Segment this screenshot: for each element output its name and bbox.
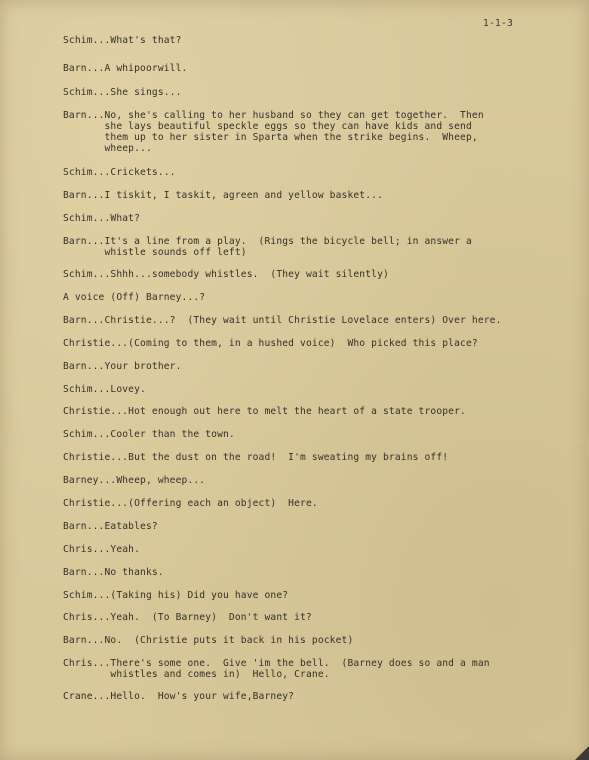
script-line: Crane...Hello. How's your wife,Barney?	[63, 691, 295, 702]
script-line: wheep...	[63, 143, 152, 154]
script-line: whistle sounds off left)	[63, 247, 247, 258]
script-line: Christie...Hot enough out here to melt the heart of a state trooper.	[63, 406, 466, 417]
script-line: Barn...A whipoorwill.	[63, 63, 188, 74]
page-number: 1-1-3	[483, 18, 514, 29]
script-line: Barn...Eatables?	[63, 521, 158, 532]
script-line: Barn...It's a line from a play. (Rings the bicycle bell; in answer a	[63, 236, 472, 247]
script-line: Schim...Crickets...	[63, 167, 176, 178]
script-line: Chris...Yeah. (To Barney) Don't want it?	[63, 612, 312, 623]
script-line: Schim...What's that?	[63, 35, 182, 46]
script-line: she lays beautiful speckle eggs so they can have kids and send	[63, 121, 472, 132]
script-line: Barn...No. (Christie puts it back in his pocket)	[63, 635, 354, 646]
script-line: Barney...Wheep, wheep...	[63, 475, 206, 486]
script-line: Barn...I tiskit, I taskit, agreen and yellow basket...	[63, 190, 383, 201]
script-line: Barn...Your brother.	[63, 361, 182, 372]
script-line: Schim...Shhh...somebody whistles. (They wait silently)	[63, 269, 389, 280]
script-line: Schim...Lovey.	[63, 384, 146, 395]
script-line: Chris...Yeah.	[63, 544, 141, 555]
script-line: Barn...Christie...? (They wait until Christie Lovelace enters) Over here.	[63, 315, 502, 326]
script-line: whistles and comes in) Hello, Crane.	[63, 669, 330, 680]
script-line: them up to her sister in Sparta when the strike begins. Wheep,	[63, 132, 478, 143]
script-line: Christie...(Offering each an object) Here.	[63, 498, 318, 509]
script-line: Christie...But the dust on the road! I'm sweating my brains off!	[63, 452, 449, 463]
script-line: Schim...She sings...	[63, 87, 182, 98]
script-line: Schim...(Taking his) Did you have one?	[63, 590, 289, 601]
script-line: Schim...What?	[63, 213, 141, 224]
script-line: Chris...There's some one. Give 'im the bell. (Barney does so and a man	[63, 658, 490, 669]
script-line: Barn...No thanks.	[63, 567, 164, 578]
script-line: Christie...(Coming to them, in a hushed voice) Who picked this place?	[63, 338, 478, 349]
paper-edge-tear	[579, 436, 589, 458]
paper-corner-fold	[575, 746, 589, 760]
script-body	[63, 36, 573, 736]
script-line: Barn...No, she's calling to her husband so they can get together. Then	[63, 110, 484, 121]
script-line: A voice (Off) Barney...?	[63, 292, 206, 303]
script-line: Schim...Cooler than the town.	[63, 429, 235, 440]
